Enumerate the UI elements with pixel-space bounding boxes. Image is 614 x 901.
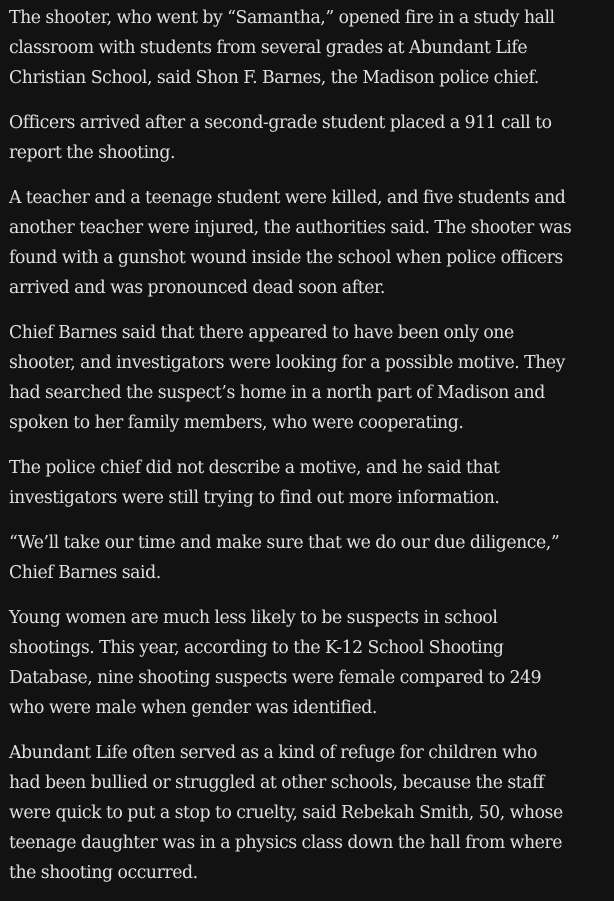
article-paragraph: The shooter, who went by “Samantha,” opened fire in a study hall classroom with students from several grades at Abundant Life Christian School, said Shon F. Barnes, the Madison police chief. <box>9 8 555 88</box>
article-paragraph: Chief Barnes said that there appeared to have been only one shooter, and investigators were looking for a possible motive. They had searched the suspect’s home in a north part of Madison and spoken to her family members, who were cooperating. <box>9 323 565 433</box>
article-paragraph: The police chief did not describe a motive, and he said that investigators were still trying to find out more information. <box>9 458 500 508</box>
article-paragraph: A teacher and a teenage student were killed, and five students and another teacher were injured, the authorities said. The shooter was found with a gunshot wound inside the school when police officers arrived and was pronounced dead soon after. <box>9 188 572 298</box>
article-paragraph: “We’ll take our time and make sure that we do our due diligence,” Chief Barnes said. <box>9 533 560 583</box>
article-paragraph: Abundant Life often served as a kind of refuge for children who had been bullied or struggled at other schools, because the staff were quick to put a stop to cruelty, said Rebekah Smith, 50, whose teenage daughter was in a physics class down the hall from where the shooting occurred. <box>9 743 563 883</box>
article-paragraph: Officers arrived after a second-grade student placed a 911 call to report the shooting. <box>9 113 552 163</box>
article-paragraph: Young women are much less likely to be suspects in school shootings. This year, according to the K-12 School Shooting Database, nine shooting suspects were female compared to 249 who were male when gender was identified. <box>9 608 542 718</box>
